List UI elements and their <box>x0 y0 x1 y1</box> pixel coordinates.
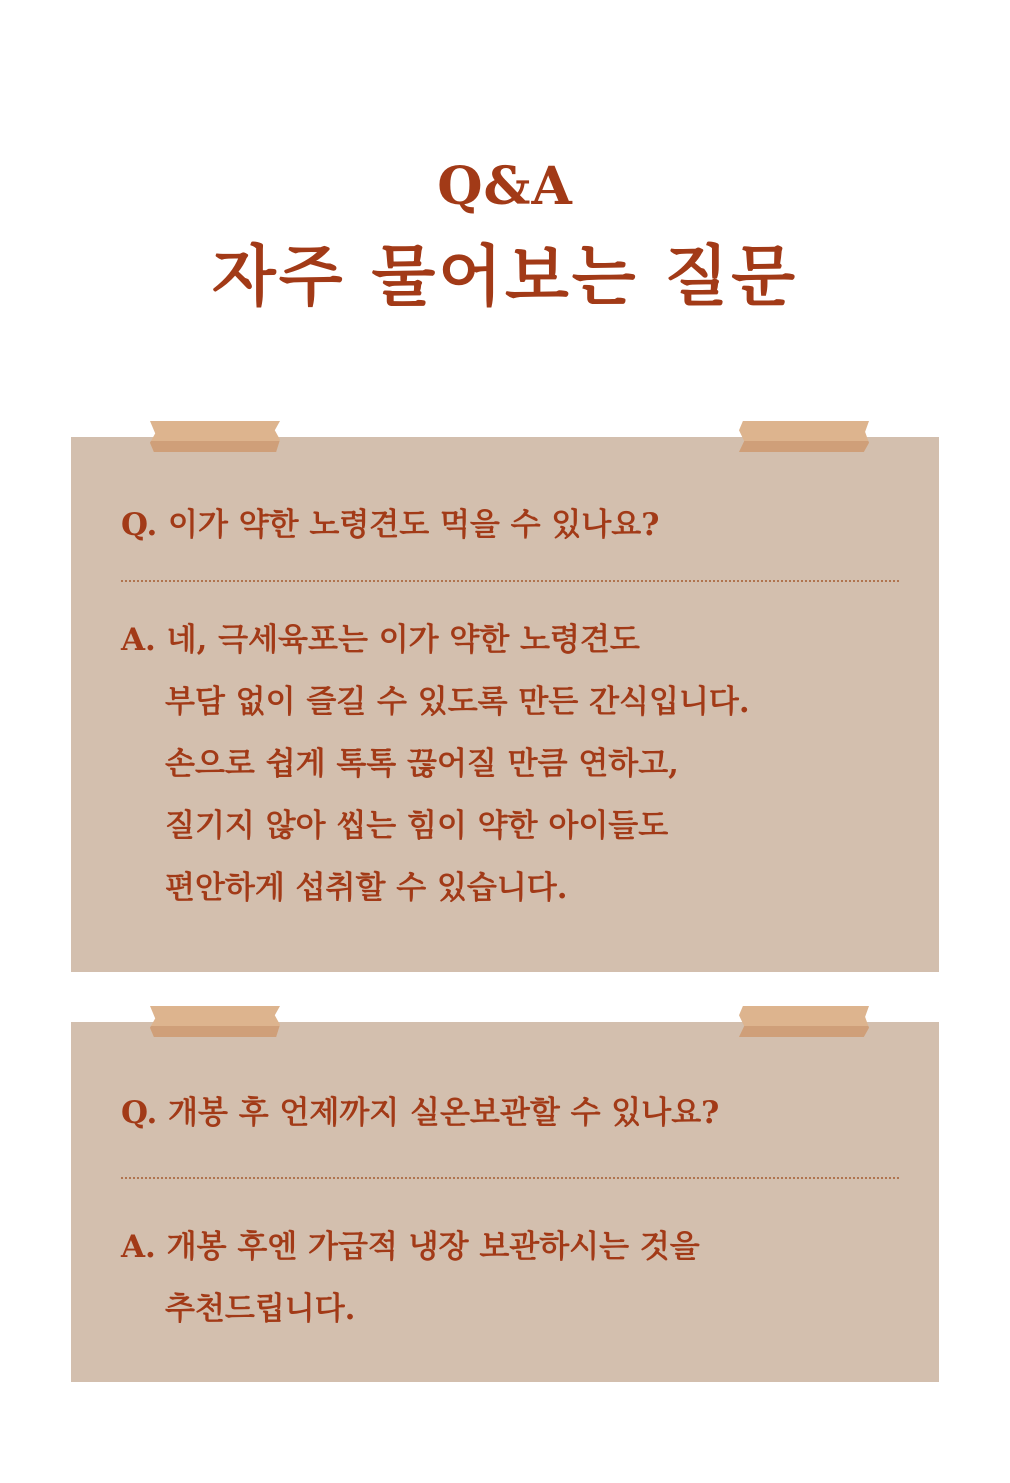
answer-line: A. 개봉 후엔 가급적 냉장 보관하시는 것을 <box>121 1229 700 1265</box>
answer-line: 손으로 쉽게 톡톡 끊어질 만큼 연하고, <box>165 746 679 782</box>
title-en: Q&A <box>437 156 573 217</box>
answer-line: 질기지 않아 씹는 힘이 약한 아이들도 <box>165 808 669 844</box>
page-header <box>0 150 1010 322</box>
title-ko: 자주 물어보는 질문 <box>211 237 798 315</box>
tape-left <box>150 421 280 452</box>
faq-question: Q. 개봉 후 언제까지 실온보관할 수 있나요? <box>121 1095 720 1131</box>
faq-answer <box>121 609 899 919</box>
answer-line: 부담 없이 즐길 수 있도록 만든 간식입니다. <box>165 684 750 720</box>
dotted-divider <box>121 580 899 582</box>
dotted-divider <box>121 1177 899 1179</box>
faq-answer <box>121 1216 899 1340</box>
tape-right <box>739 1006 869 1037</box>
faq-question: Q. 이가 약한 노령견도 먹을 수 있나요? <box>121 507 660 543</box>
answer-line: A. 네, 극세육포는 이가 약한 노령견도 <box>121 622 640 658</box>
tape-left <box>150 1006 280 1037</box>
answer-line: 편안하게 섭취할 수 있습니다. <box>165 870 568 906</box>
tape-right <box>739 421 869 452</box>
faq-card-2 <box>71 1022 939 1382</box>
answer-line: 추천드립니다. <box>165 1291 356 1327</box>
faq-card-1 <box>71 437 939 972</box>
